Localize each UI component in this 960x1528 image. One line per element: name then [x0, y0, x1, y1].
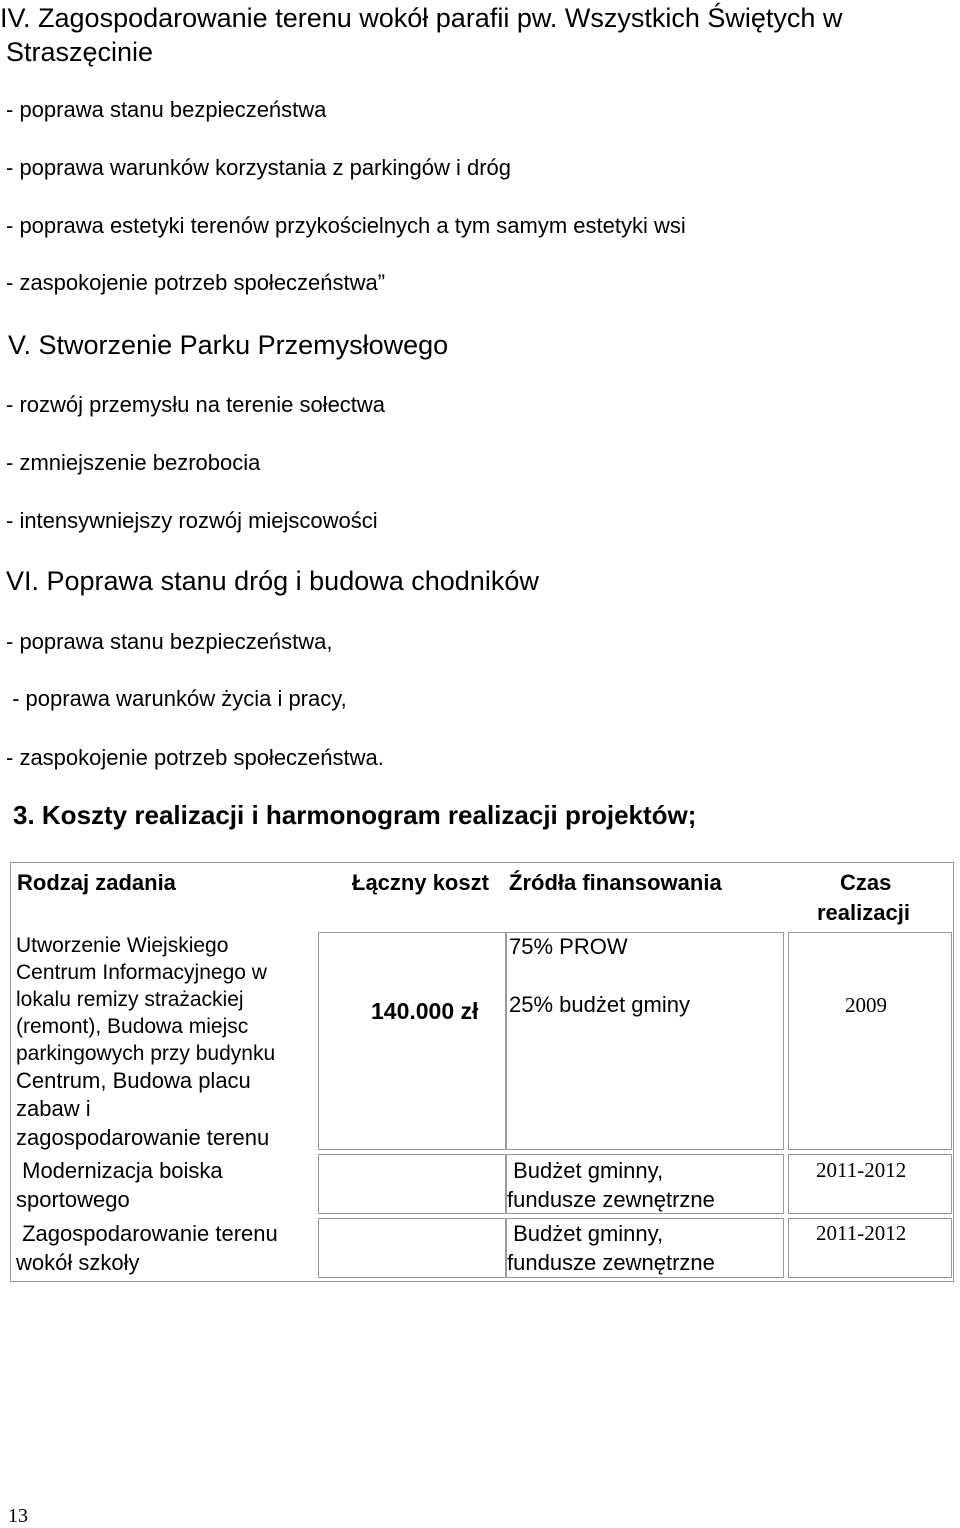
section-4-item: - poprawa estetyki terenów przykościelnych a tym samym estetyki wsi [6, 213, 686, 238]
row1-time: 2009 [845, 993, 887, 1017]
row2-sources [507, 1156, 715, 1214]
task-line: Zagospodarowanie terenu [16, 1221, 278, 1246]
task-line: Centrum, Budowa placu [16, 1068, 251, 1093]
task-line: Modernizacja boiska [16, 1158, 223, 1183]
row2-task [16, 1156, 223, 1214]
header-sources: Źródła finansowania [509, 870, 722, 895]
section-4-item: - poprawa stanu bezpieczeństwa [6, 97, 327, 122]
row1-time-cell [788, 932, 952, 1150]
row3-sources [507, 1219, 715, 1277]
header-time-line1: Czas [840, 870, 892, 895]
section-4-item: - poprawa warunków korzystania z parkingów i dróg [6, 155, 512, 180]
row3-task [16, 1219, 278, 1277]
source-line: fundusze zewnętrzne [507, 1250, 715, 1275]
section-6-item: - poprawa warunków życia i pracy, [6, 686, 347, 711]
section-5-item: - rozwój przemysłu na terenie sołectwa [6, 392, 386, 417]
row1-cost-cell [318, 932, 506, 1150]
source-line: fundusze zewnętrzne [507, 1187, 715, 1212]
task-line: zagospodarowanie terenu [16, 1125, 270, 1150]
section-5-heading: V. Stworzenie Parku Przemysłowego [8, 330, 449, 360]
section-6-item: - zaspokojenie potrzeb społeczeństwa. [6, 745, 384, 770]
header-time-line2: realizacji [817, 900, 910, 925]
row1-task [16, 932, 316, 1152]
row1-cost: 140.000 zł [371, 998, 479, 1024]
section-5-item: - zmniejszenie bezrobocia [6, 450, 261, 475]
row3-time: 2011-2012 [816, 1221, 907, 1245]
task-line: sportowego [16, 1187, 130, 1212]
row1-source-gmina: 25% budżet gminy [509, 992, 690, 1017]
header-task: Rodzaj zadania [17, 870, 176, 895]
section-6-item: - poprawa stanu bezpieczeństwa, [6, 629, 333, 654]
row2-cost-cell [318, 1154, 506, 1214]
header-cost: Łączny koszt [352, 870, 489, 895]
task-line: Utworzenie Wiejskiego [16, 934, 229, 957]
task-line: zabaw i [16, 1096, 91, 1121]
section-5-item: - intensywniejszy rozwój miejscowości [6, 508, 378, 533]
task-line: wokół szkoły [16, 1250, 140, 1275]
page-number: 13 [8, 1505, 28, 1527]
section-6-heading: VI. Poprawa stanu dróg i budowa chodników [6, 566, 539, 596]
row1-source-prow: 75% PROW [509, 934, 628, 959]
section-4-heading-line2: Straszęcinie [6, 37, 154, 67]
task-line: lokalu remizy strażackiej [16, 988, 244, 1011]
source-line: Budżet gminny, [507, 1158, 664, 1183]
section-4-heading-line1: IV. Zagospodarowanie terenu wokół parafii pw. Wszystkich Świętych w [0, 3, 843, 33]
row3-cost-cell [318, 1218, 506, 1278]
task-line: Centrum Informacyjnego w [16, 961, 267, 984]
costs-schedule-heading: 3. Koszty realizacji i harmonogram realizacji projektów; [13, 800, 697, 830]
task-line: (remont), Budowa miejsc [16, 1015, 249, 1038]
section-4-item: - zaspokojenie potrzeb społeczeństwa” [6, 270, 386, 295]
task-line: parkingowych przy budynku [16, 1042, 276, 1065]
row1-sources-cell [506, 932, 784, 1150]
source-line: Budżet gminny, [507, 1221, 664, 1246]
row2-time: 2011-2012 [816, 1158, 907, 1182]
